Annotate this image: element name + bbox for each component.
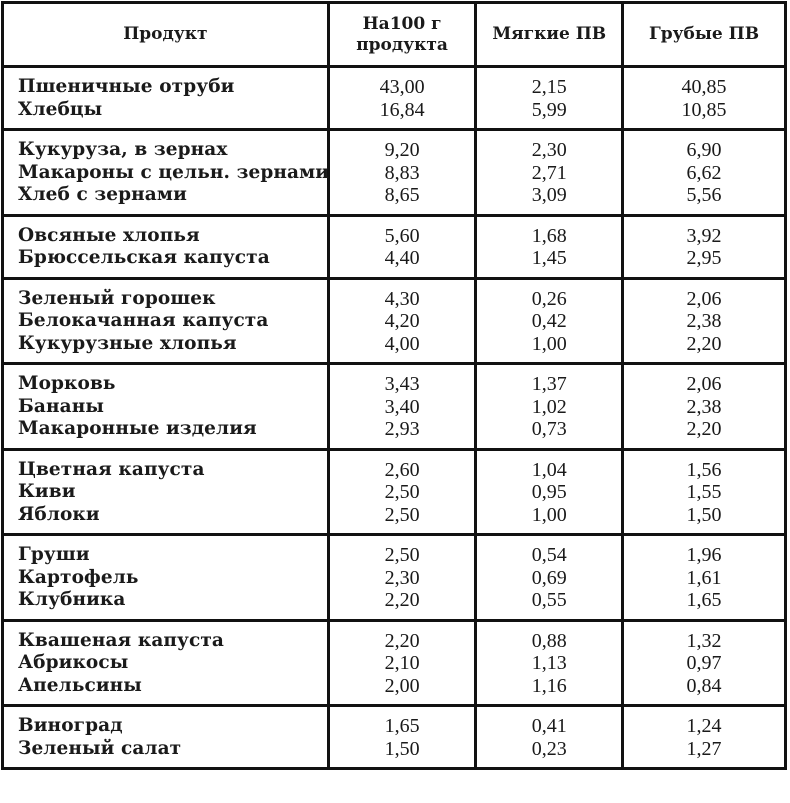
coarse-fiber-value: 2,06 xyxy=(686,373,722,395)
product-name: Хлебцы xyxy=(18,98,103,120)
soft-fiber-cell xyxy=(476,620,623,706)
per-100g-value: 2,20 xyxy=(384,589,420,611)
per-100g-cell xyxy=(328,706,476,769)
coarse-fiber-cell xyxy=(623,706,786,769)
table-row-group xyxy=(3,215,786,278)
per-100g-cell xyxy=(328,535,476,621)
coarse-fiber-cell xyxy=(623,620,786,706)
soft-fiber-cell xyxy=(476,67,623,130)
soft-fiber-cell xyxy=(476,706,623,769)
product-cell xyxy=(3,364,329,450)
per-100g-value: 2,20 xyxy=(384,629,420,652)
product-name: Кукурузные хлопья xyxy=(18,332,237,354)
soft-fiber-value: 0,42 xyxy=(531,310,567,332)
product-name: Брюссельская капуста xyxy=(18,247,270,268)
soft-fiber-value: 1,16 xyxy=(531,674,567,697)
per-100g-cell xyxy=(328,278,476,364)
coarse-fiber-value: 2,20 xyxy=(686,418,722,440)
header-soft-fiber xyxy=(476,3,623,67)
soft-fiber-value: 1,37 xyxy=(531,373,567,395)
product-name: Киви xyxy=(18,481,76,502)
header-coarse-fiber xyxy=(623,3,786,67)
per-100g-cell xyxy=(328,215,476,278)
coarse-fiber-value: 6,90 xyxy=(686,139,722,161)
per-100g-value: 2,10 xyxy=(384,652,420,674)
soft-fiber-value: 0,88 xyxy=(531,629,567,652)
per-100g-value: 5,60 xyxy=(384,224,420,247)
product-cell xyxy=(3,67,329,130)
coarse-fiber-value: 10,85 xyxy=(681,98,727,121)
coarse-fiber-cell xyxy=(623,215,786,278)
soft-fiber-value: 1,00 xyxy=(531,332,567,355)
coarse-fiber-value: 1,56 xyxy=(686,458,722,481)
per-100g-value: 43,00 xyxy=(379,76,425,98)
coarse-fiber-cell xyxy=(623,535,786,621)
per-100g-cell xyxy=(328,67,476,130)
per-100g-value: 2,50 xyxy=(384,544,420,566)
table-row-group xyxy=(3,364,786,450)
soft-fiber-value: 2,15 xyxy=(531,76,567,98)
coarse-fiber-cell xyxy=(623,364,786,450)
coarse-fiber-value: 1,32 xyxy=(686,629,722,652)
per-100g-value: 4,40 xyxy=(384,247,420,269)
header-per-100g-line1: На100 г xyxy=(362,13,442,34)
per-100g-value: 2,00 xyxy=(384,674,420,697)
product-name: Квашеная капуста xyxy=(18,629,225,651)
soft-fiber-cell xyxy=(476,449,623,535)
header-product-label: Продукт xyxy=(123,24,208,44)
coarse-fiber-value: 40,85 xyxy=(681,76,727,98)
header-product xyxy=(3,3,329,67)
coarse-fiber-value: 1,27 xyxy=(686,737,722,760)
coarse-fiber-value: 0,84 xyxy=(686,674,722,697)
soft-fiber-cell xyxy=(476,535,623,621)
per-100g-value: 2,30 xyxy=(384,566,420,589)
per-100g-value: 4,30 xyxy=(384,287,420,310)
product-name: Абрикосы xyxy=(18,652,129,673)
product-name: Апельсины xyxy=(18,674,142,696)
per-100g-value: 2,50 xyxy=(384,481,420,503)
product-name: Макаронные изделия xyxy=(18,418,257,439)
product-name: Макароны с цельн. зернами xyxy=(18,161,330,183)
product-name: Цветная капуста xyxy=(18,458,205,480)
product-cell xyxy=(3,706,329,769)
soft-fiber-value: 0,95 xyxy=(531,481,567,503)
coarse-fiber-value: 2,06 xyxy=(686,287,722,310)
per-100g-value: 8,65 xyxy=(384,184,420,206)
header-row xyxy=(3,3,786,67)
soft-fiber-value: 1,04 xyxy=(531,458,567,481)
product-name: Хлеб с зернами xyxy=(18,184,187,205)
product-cell xyxy=(3,620,329,706)
coarse-fiber-cell xyxy=(623,67,786,130)
coarse-fiber-value: 1,55 xyxy=(686,481,722,503)
header-per-100g-line2: продукта xyxy=(356,34,448,55)
per-100g-value: 2,60 xyxy=(384,458,420,481)
soft-fiber-value: 1,13 xyxy=(531,652,567,674)
table-row-group xyxy=(3,278,786,364)
soft-fiber-value: 0,73 xyxy=(531,418,567,440)
table-row-group xyxy=(3,535,786,621)
soft-fiber-cell xyxy=(476,130,623,216)
per-100g-value: 2,93 xyxy=(384,418,420,440)
product-name: Яблоки xyxy=(18,503,100,525)
coarse-fiber-value: 1,96 xyxy=(686,544,722,566)
coarse-fiber-cell xyxy=(623,130,786,216)
per-100g-value: 3,40 xyxy=(384,395,420,418)
header-soft-fiber-label: Мягкие ПВ xyxy=(492,24,607,44)
product-name: Бананы xyxy=(18,395,105,417)
product-name: Виноград xyxy=(18,715,123,736)
product-name: Клубника xyxy=(18,589,126,610)
per-100g-cell xyxy=(328,449,476,535)
product-name: Груши xyxy=(18,544,90,565)
soft-fiber-value: 5,99 xyxy=(531,98,567,121)
product-name: Картофель xyxy=(18,566,139,588)
per-100g-value: 3,43 xyxy=(384,373,420,395)
coarse-fiber-value: 1,50 xyxy=(686,503,722,526)
product-cell xyxy=(3,215,329,278)
coarse-fiber-value: 0,97 xyxy=(686,652,722,674)
per-100g-value: 1,50 xyxy=(384,737,420,760)
coarse-fiber-value: 6,62 xyxy=(686,161,722,184)
coarse-fiber-value: 5,56 xyxy=(686,184,722,206)
coarse-fiber-value: 3,92 xyxy=(686,224,722,247)
per-100g-cell xyxy=(328,620,476,706)
per-100g-value: 9,20 xyxy=(384,139,420,161)
product-name: Белокачанная капуста xyxy=(18,310,269,331)
product-name: Зеленый горошек xyxy=(18,287,216,309)
table-row-group xyxy=(3,706,786,769)
table-body xyxy=(3,67,786,769)
soft-fiber-cell xyxy=(476,364,623,450)
soft-fiber-value: 0,69 xyxy=(531,566,567,589)
per-100g-cell xyxy=(328,130,476,216)
coarse-fiber-value: 2,95 xyxy=(686,247,722,269)
per-100g-value: 8,83 xyxy=(384,161,420,184)
soft-fiber-value: 0,55 xyxy=(531,589,567,611)
header-per-100g xyxy=(328,3,476,67)
soft-fiber-value: 0,54 xyxy=(531,544,567,566)
coarse-fiber-value: 1,65 xyxy=(686,589,722,611)
per-100g-value: 2,50 xyxy=(384,503,420,526)
per-100g-cell xyxy=(328,364,476,450)
soft-fiber-value: 1,45 xyxy=(531,247,567,269)
soft-fiber-value: 1,68 xyxy=(531,224,567,247)
coarse-fiber-value: 2,38 xyxy=(686,310,722,332)
coarse-fiber-value: 1,24 xyxy=(686,715,722,737)
table-row-group xyxy=(3,620,786,706)
table-row-group xyxy=(3,67,786,130)
per-100g-value: 4,00 xyxy=(384,332,420,355)
soft-fiber-value: 1,02 xyxy=(531,395,567,418)
fiber-content-table xyxy=(1,1,787,770)
per-100g-value: 16,84 xyxy=(379,98,425,121)
soft-fiber-value: 0,41 xyxy=(531,715,567,737)
product-name: Овсяные хлопья xyxy=(18,224,200,246)
table-row-group xyxy=(3,130,786,216)
coarse-fiber-cell xyxy=(623,278,786,364)
table-row-group xyxy=(3,449,786,535)
soft-fiber-value: 2,30 xyxy=(531,139,567,161)
soft-fiber-value: 2,71 xyxy=(531,161,567,184)
product-cell xyxy=(3,130,329,216)
product-cell xyxy=(3,535,329,621)
product-name: Морковь xyxy=(18,373,116,394)
product-name: Зеленый салат xyxy=(18,737,182,759)
product-name: Пшеничные отруби xyxy=(18,76,235,97)
soft-fiber-cell xyxy=(476,278,623,364)
product-cell xyxy=(3,278,329,364)
product-cell xyxy=(3,449,329,535)
product-name: Кукуруза, в зернах xyxy=(18,139,228,160)
per-100g-value: 1,65 xyxy=(384,715,420,737)
table-header xyxy=(3,3,786,67)
header-coarse-fiber-label: Грубые ПВ xyxy=(649,24,760,44)
coarse-fiber-cell xyxy=(623,449,786,535)
soft-fiber-cell xyxy=(476,215,623,278)
coarse-fiber-value: 1,61 xyxy=(686,566,722,589)
coarse-fiber-value: 2,20 xyxy=(686,332,722,355)
soft-fiber-value: 0,23 xyxy=(531,737,567,760)
per-100g-value: 4,20 xyxy=(384,310,420,332)
soft-fiber-value: 1,00 xyxy=(531,503,567,526)
coarse-fiber-value: 2,38 xyxy=(686,395,722,418)
soft-fiber-value: 0,26 xyxy=(531,287,567,310)
soft-fiber-value: 3,09 xyxy=(531,184,567,206)
